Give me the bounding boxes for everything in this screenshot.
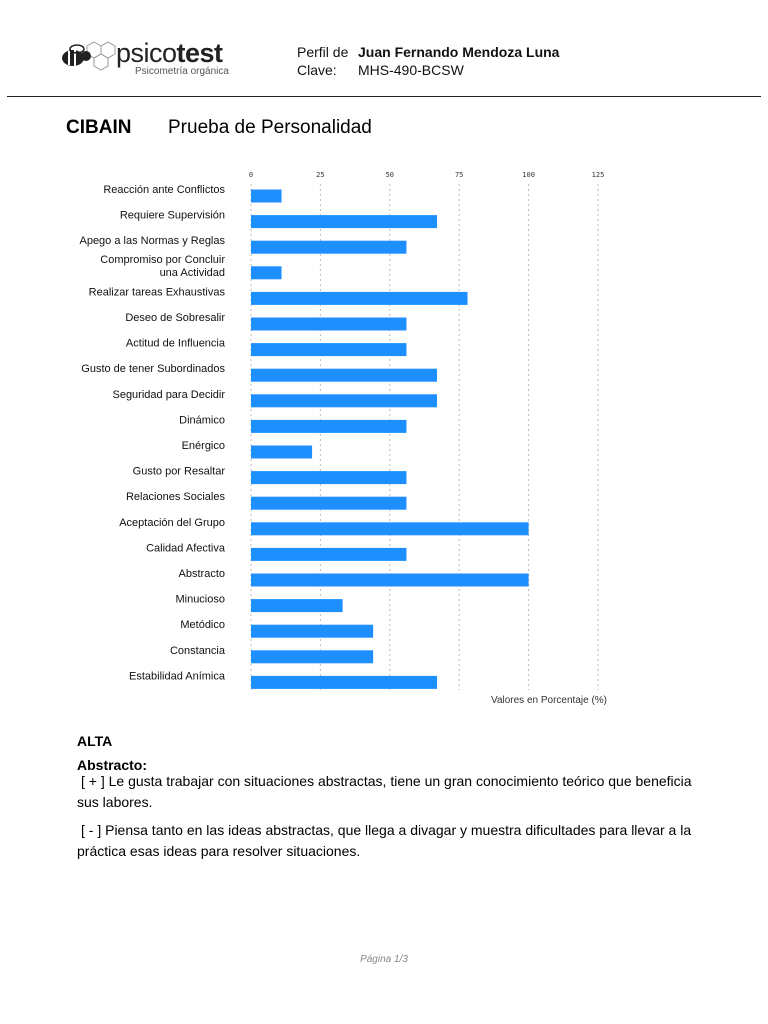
perfil-value: Juan Fernando Mendoza Luna	[358, 44, 560, 60]
category-label: Constancia	[169, 644, 225, 657]
clave-value: MHS-490-BCSW	[358, 62, 464, 78]
x-tick-label: 25	[316, 171, 325, 179]
category-label: Compromiso por Concluir	[100, 253, 225, 266]
result-trait: Abstracto:	[77, 757, 148, 773]
category-label: una Actividad	[159, 266, 225, 279]
category-label: Gusto por Resaltar	[132, 465, 225, 478]
header-rule	[7, 96, 761, 97]
test-subtitle: Prueba de Personalidad	[168, 117, 372, 138]
category-label: Seguridad para Decidir	[112, 388, 225, 401]
category-label: Requiere Supervisión	[119, 209, 225, 222]
category-label: Minucioso	[175, 593, 225, 606]
x-tick-label: 75	[454, 171, 464, 179]
result-level: ALTA	[77, 733, 113, 749]
bar	[251, 241, 406, 254]
bar	[251, 548, 406, 561]
logo-text-light: psico	[116, 38, 177, 68]
category-label: Relaciones Sociales	[125, 491, 225, 504]
bar	[251, 215, 437, 228]
bar	[251, 522, 529, 535]
category-label: Abstracto	[178, 568, 225, 580]
test-name: CIBAIN	[66, 117, 132, 138]
result-negative: [ - ] Piensa tanto en las ideas abstractas, que llega a divagar y muestra dificultades para llevar a la práctica esas ideas para resolver situaciones.	[77, 822, 692, 859]
logo-tagline: Psicometría orgánica	[135, 66, 229, 77]
category-label: Metódico	[180, 619, 225, 632]
clave-label: Clave:	[297, 62, 337, 78]
x-tick-label: 125	[591, 171, 605, 179]
bar	[251, 369, 437, 382]
bar	[251, 599, 343, 612]
personality-bar-chart	[0, 160, 768, 720]
category-label: Actitud de Influencia	[125, 337, 225, 350]
bar	[251, 446, 312, 459]
category-label: Apego a las Normas y Reglas	[79, 235, 225, 248]
category-label: Dinámico	[179, 414, 225, 427]
x-tick-label: 100	[522, 171, 535, 179]
x-tick-label: 0	[248, 171, 254, 179]
bar	[251, 625, 373, 638]
bee-icon	[60, 40, 116, 72]
bar	[251, 471, 406, 484]
category-label: Enérgico	[181, 440, 225, 452]
bar	[251, 394, 437, 407]
bar	[251, 497, 406, 510]
category-label: Reacción ante Conflictos	[103, 184, 225, 196]
result-positive: [ + ] Le gusta trabajar con situaciones abstractas, tiene un gran conocimiento teórico que beneficia sus labores.	[77, 773, 692, 810]
page-number: Página 1/3	[360, 954, 408, 965]
bar	[251, 343, 406, 356]
category-label: Estabilidad Anímica	[129, 670, 225, 683]
bar	[251, 190, 282, 203]
logo-wordmark	[116, 38, 223, 68]
logo-text-bold: test	[176, 38, 223, 68]
category-label: Gusto de tener Subordinados	[81, 363, 225, 376]
bar	[251, 420, 406, 433]
bar	[251, 266, 282, 279]
bar	[251, 676, 437, 689]
category-label: Deseo de Sobresalir	[125, 312, 225, 324]
category-label: Aceptación del Grupo	[119, 516, 225, 529]
bar	[251, 574, 529, 587]
category-label: Realizar tareas Exhaustivas	[88, 286, 225, 299]
bar	[251, 292, 468, 305]
perfil-label: Perfil de	[297, 44, 349, 60]
bar	[251, 318, 406, 331]
x-tick-label: 50	[385, 171, 395, 179]
page-header	[0, 0, 768, 97]
x-axis-label: Valores en Porcentaje (%)	[491, 695, 607, 706]
psicotest-logo	[60, 38, 250, 82]
bar	[251, 650, 373, 663]
category-label: Calidad Afectiva	[146, 542, 225, 555]
